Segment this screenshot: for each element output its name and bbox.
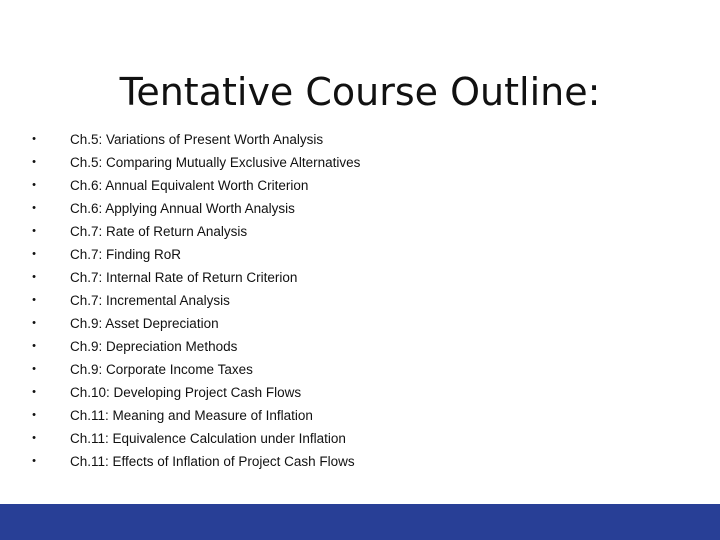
outline-item	[28, 427, 668, 450]
outline-item	[28, 312, 668, 335]
outline-item	[28, 128, 668, 151]
outline-item	[28, 220, 668, 243]
bullet-icon: •	[32, 317, 36, 329]
outline-item-text: Ch.9: Depreciation Methods	[70, 339, 238, 354]
outline-item	[28, 266, 668, 289]
outline-item-text: Ch.9: Asset Depreciation	[70, 316, 219, 331]
outline-item	[28, 335, 668, 358]
outline-item-text: Ch.11: Equivalence Calculation under Inflation	[70, 431, 346, 446]
outline-item-text: Ch.5: Comparing Mutually Exclusive Alternatives	[70, 155, 361, 170]
outline-item-text: Ch.7: Rate of Return Analysis	[70, 224, 248, 239]
outline-item	[28, 197, 668, 220]
bullet-icon: •	[32, 202, 36, 214]
bullet-icon: •	[32, 248, 36, 260]
outline-item	[28, 358, 668, 381]
bullet-icon: •	[32, 409, 36, 421]
bullet-icon: •	[32, 363, 36, 375]
bullet-icon: •	[32, 133, 36, 145]
outline-item-text: Ch.5: Variations of Present Worth Analysis	[70, 132, 324, 147]
outline-item-text: Ch.11: Effects of Inflation of Project Cash Flows	[70, 454, 355, 469]
bullet-icon: •	[32, 340, 36, 352]
bullet-icon: •	[32, 386, 36, 398]
outline-item	[28, 450, 668, 473]
outline-item	[28, 381, 668, 404]
outline-item-text: Ch.7: Internal Rate of Return Criterion	[70, 270, 298, 285]
bullet-icon: •	[32, 225, 36, 237]
slide-title: Tentative Course Outline:	[119, 70, 601, 115]
footer-bar	[0, 504, 720, 540]
outline-item	[28, 404, 668, 427]
bullet-icon: •	[32, 455, 36, 467]
bullet-icon: •	[32, 432, 36, 444]
bullet-icon: •	[32, 294, 36, 306]
bullet-icon: •	[32, 179, 36, 191]
bullet-icon: •	[32, 156, 36, 168]
outline-item-text: Ch.7: Finding RoR	[70, 247, 182, 262]
outline-item-text: Ch.7: Incremental Analysis	[70, 293, 230, 308]
outline-item-text: Ch.11: Meaning and Measure of Inflation	[70, 408, 313, 423]
course-outline-list	[28, 128, 668, 473]
outline-item-text: Ch.9: Corporate Income Taxes	[70, 362, 253, 377]
bullet-icon: •	[32, 271, 36, 283]
outline-item	[28, 151, 668, 174]
outline-item	[28, 289, 668, 312]
outline-item	[28, 243, 668, 266]
outline-item	[28, 174, 668, 197]
outline-item-text: Ch.10: Developing Project Cash Flows	[70, 385, 302, 400]
outline-item-text: Ch.6: Annual Equivalent Worth Criterion	[70, 178, 309, 193]
outline-item-text: Ch.6: Applying Annual Worth Analysis	[70, 201, 295, 216]
